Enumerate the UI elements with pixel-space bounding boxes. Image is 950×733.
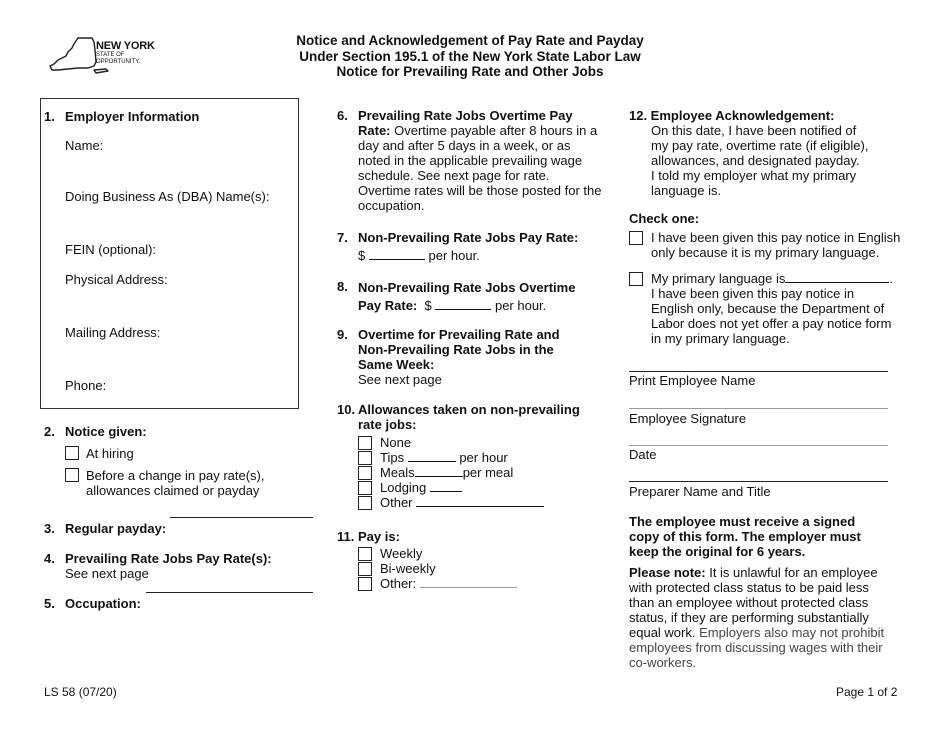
logo-brand: NEW YORK [96,40,155,52]
physical-address-field[interactable]: Physical Address: [65,272,168,287]
at-hiring-label: At hiring [86,446,134,461]
at-hiring-checkbox[interactable] [65,446,79,460]
occupation-input[interactable] [146,592,313,593]
pay-biweekly-label: Bi-weekly [380,561,436,576]
before-change-label: Before a change in pay rate(s), allowances claimed or payday [86,468,265,498]
please-note: Please note: It is unlawful for an employee with protected class status to be paid less than an employee without protected class status, if they are performing substantially equal work. Employers also may not prohibit employees from discussing wages with their co-workers. [629,565,885,670]
english-primary-checkbox[interactable] [629,231,643,245]
acknowledgement-heading: 12. Employee Acknowledgement: [629,108,835,123]
dba-name-field[interactable]: Doing Business As (DBA) Name(s): [65,189,270,204]
section-number: 2. [44,424,55,439]
check-one-heading: Check one: [629,211,700,226]
pay-weekly-checkbox[interactable] [358,547,372,561]
form-id: LS 58 (07/20) [44,685,117,699]
non-prevailing-rate-label: Non-Prevailing Rate Jobs Pay Rate: [358,230,579,245]
primary-language-input[interactable] [785,281,889,283]
allowance-lodging-checkbox[interactable] [358,481,372,495]
fein-field[interactable]: FEIN (optional): [65,242,157,257]
mailing-address-field[interactable]: Mailing Address: [65,325,161,340]
allowance-tips-row: Tips per hour [380,450,508,465]
allowance-other-row: Other [380,495,544,510]
retention-notice: The employee must receive a signed copy of this form. The employer must keep the original for 6 years. [629,514,861,559]
allowance-none-label: None [380,435,412,450]
page-number: Page 1 of 2 [836,685,898,699]
section-number: 7. [337,230,348,245]
date-label: Date [629,447,657,462]
signature-line[interactable] [629,408,888,409]
other-language-label: My primary language is . I have been given this pay notice in English only, because the Department of Labor does not yet offer a pay notice form in my primary language. [651,271,894,346]
tips-amount-input[interactable] [408,460,456,462]
form-title: Notice and Acknowledgement of Pay Rate and Payday Under Section 195.1 of the New York State Labor Law Notice for Prevailing Rate and Other Jobs [296,33,644,79]
pay-other-row: Other: [380,576,517,591]
pay-weekly-label: Weekly [380,546,423,561]
allowance-none-checkbox[interactable] [358,436,372,450]
allowance-meals-checkbox[interactable] [358,466,372,480]
overtime-pay-section: Prevailing Rate Jobs Overtime Pay Rate: Overtime payable after 8 hours in a day and after 5 days in a week, or as noted in the applicable prevailing wage schedule. See next page for rate. Overtime rates will be those posted for the occupation. [358,108,602,213]
preparer-label: Preparer Name and Title [629,484,771,499]
print-name-line[interactable] [629,371,888,372]
pay-is-heading: Pay is: [358,529,400,544]
signature-label: Employee Signature [629,411,747,426]
phone-field[interactable]: Phone: [65,378,107,393]
allowance-lodging-row: Lodging [380,480,462,495]
occupation-label: Occupation: [65,596,141,611]
english-primary-label: I have been given this pay notice in English only because it is my primary language. [651,230,901,260]
section-number: 8. [337,279,348,294]
allowances-heading: Allowances taken on non-prevailing rate jobs: [358,402,580,432]
section-number: 10. [337,402,356,417]
non-prevailing-overtime: Non-Prevailing Rate Jobs Overtime Pay Rate: $ per hour. [358,280,576,313]
regular-payday-input[interactable] [170,517,313,518]
employer-info-heading: Employer Information [65,109,200,124]
date-line[interactable] [629,445,888,446]
section-number: 5. [44,596,55,611]
before-change-checkbox[interactable] [65,468,79,482]
print-name-label: Print Employee Name [629,373,756,388]
section-number: 6. [337,108,348,123]
meals-amount-input[interactable] [415,475,463,477]
acknowledgement-text: On this date, I have been notified of my pay rate, overtime rate (if eligible), allowances, and designated payday. I told my employer what my primary language is. [651,123,869,198]
allowance-other-checkbox[interactable] [358,496,372,510]
pay-other-input[interactable] [420,586,517,588]
other-allowance-input[interactable] [416,505,544,507]
prevailing-rate-note: See next page [65,566,149,581]
other-language-checkbox[interactable] [629,272,643,286]
notice-given-heading: Notice given: [65,424,147,439]
preparer-line[interactable] [629,481,888,482]
pay-other-checkbox[interactable] [358,577,372,591]
non-prevailing-rate-row: $ per hour. [358,248,480,263]
non-prevailing-rate-input[interactable] [369,258,425,260]
non-prevailing-overtime-input[interactable] [435,308,491,310]
prevailing-rate-label: Prevailing Rate Jobs Pay Rate(s): [65,551,272,566]
section-number: 9. [337,327,348,342]
lodging-amount-input[interactable] [430,490,462,492]
section-number: 3. [44,521,55,536]
section-number: 4. [44,551,55,566]
overtime-same-week: Overtime for Prevailing Rate and Non-Prevailing Rate Jobs in the Same Week: See next page [358,327,560,387]
regular-payday-label: Regular payday: [65,521,167,536]
pay-biweekly-checkbox[interactable] [358,562,372,576]
section-number: 1. [44,109,55,124]
allowance-meals-row: Meals per meal [380,465,514,480]
section-number: 11. [337,529,355,544]
allowance-tips-checkbox[interactable] [358,451,372,465]
logo-tagline: STATE OF OPPORTUNITY. [96,52,141,65]
employer-name-field[interactable]: Name: [65,138,104,153]
